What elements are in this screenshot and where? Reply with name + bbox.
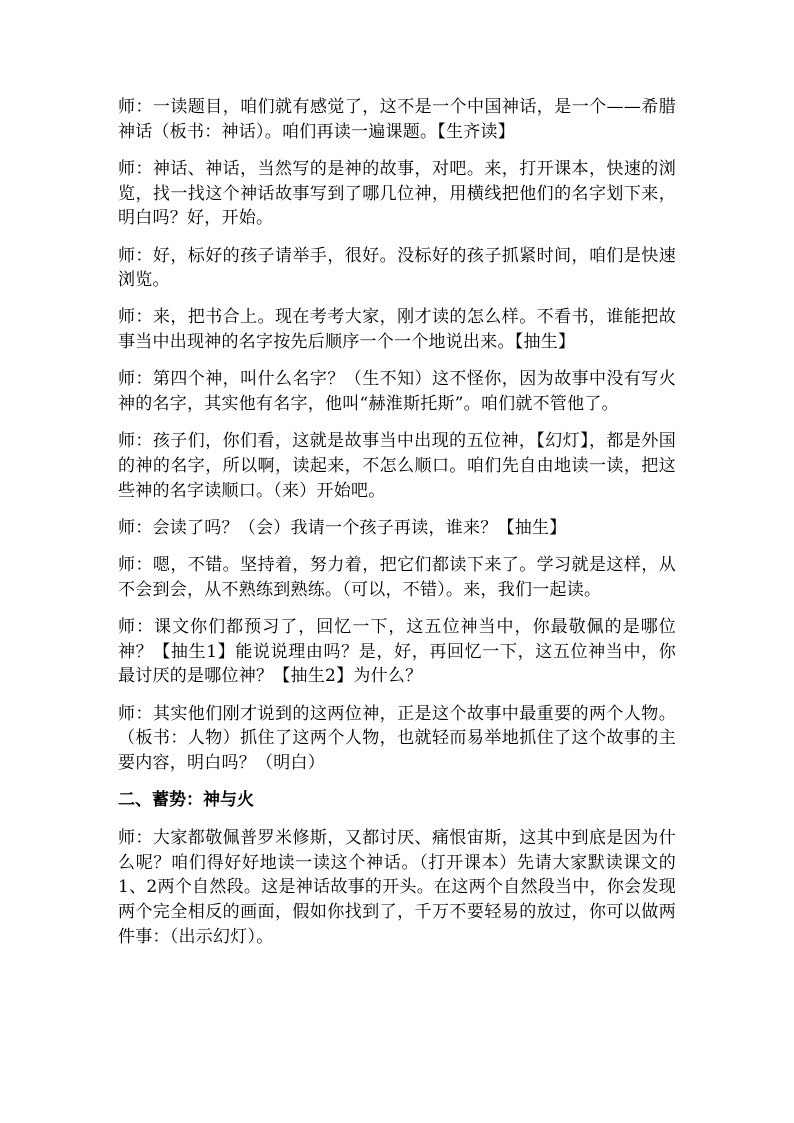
paragraph-4: 师：来，把书合上。现在考考大家，刚才读的怎么样。不看书，谁能把故事当中出现神的名字按先后顺序一个一个地说出来。【抽生】 (118, 307, 676, 353)
paragraph-3: 师：好，标好的孩子请举手，很好。没标好的孩子抓紧时间，咱们是快速浏览。 (118, 245, 676, 291)
paragraph-2: 师：神话、神话，当然写的是神的故事，对吧。来，打开课本，快速的浏览，找一找这个神话故事写到了哪几位神，用横线把他们的名字划下来，明白吗？好，开始。 (118, 158, 676, 229)
paragraph-10: 师：其实他们刚才说到的这两位神，正是这个故事中最重要的两个人物。（板书：人物）抓住了这两个人物，也就轻而易举地抓住了这个故事的主要内容，明白吗？（明白） (118, 703, 676, 773)
paragraph-6: 师：孩子们，你们看，这就是故事当中出现的五位神，【幻灯】，都是外国的神的名字，所以啊，读起来，不怎么顺口。咱们先自由地读一读，把这些神的名字读顺口。（来）开始吧。 (118, 431, 676, 501)
paragraph-1: 师：一读题目，咱们就有感觉了，这不是一个中国神话，是一个——希腊神话（板书：神话）。咱们再读一遍课题。【生齐读】 (118, 97, 676, 142)
paragraph-9: 师：课文你们都预习了，回忆一下，这五位神当中，你最敬佩的是哪位神？【抽生1】能说说理由吗？是，好，再回忆一下，这五位神当中，你最讨厌的是哪位神？【抽生2】为什么？ (118, 616, 676, 687)
paragraph-5: 师：第四个神，叫什么名字？（生不知）这不怪你，因为故事中没有写火神的名字，其实他有名字，他叫“赫淮斯托斯”。咱们就不管他了。 (118, 369, 676, 415)
paragraph-8: 师：嗯，不错。坚持着，努力着，把它们都读下来了。学习就是这样，从不会到会，从不熟练到熟练。（可以，不错）。来，我们一起读。 (118, 555, 676, 600)
section-heading: 二、蓄势：神与火 (118, 790, 254, 811)
paragraph-7: 师：会读了吗？（会）我请一个孩子再读，谁来？【抽生】 (118, 517, 567, 538)
paragraph-11: 师：大家都敬佩普罗米修斯，又都讨厌、痛恨宙斯，这其中到底是因为什么呢？咱们得好好地读一读这个神话。（打开课本）先请大家默读课文的1、2两个自然段。这是神话故事的开头。在这两个自然段当中，你会发现两个完全相反的画面，假如你找到了，千万不要轻易的放过，你可以做两件事：（出示幻灯）。 (118, 827, 676, 947)
